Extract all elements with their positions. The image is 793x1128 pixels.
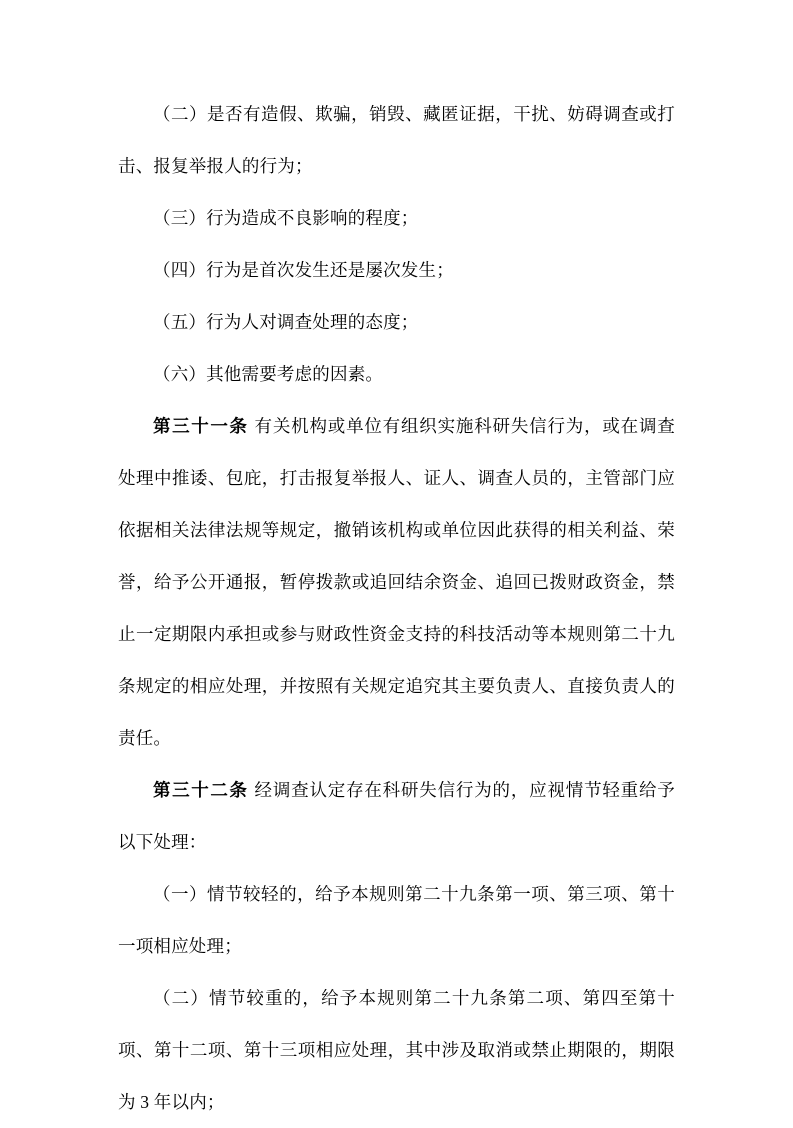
paragraph-item-3 [118,192,675,244]
paragraph-text: （五）行为人对调查处理的态度； [153,312,419,332]
article-label: 第三十二条 [153,780,255,800]
paragraph-text: （四）行为是首次发生还是屡次发生； [153,260,454,280]
paragraph-item-32-1 [118,868,675,972]
paragraph-text: （三）行为造成不良影响的程度； [153,208,419,228]
paragraph-article-32 [118,764,675,868]
paragraph-text: 经调查认定存在科研失信行为的，应视情节轻重给予以下处理： [118,780,675,852]
paragraph-text: （二）是否有造假、欺骗，销毁、藏匿证据，干扰、妨碍调查或打击、报复举报人的行为； [118,104,675,176]
paragraph-text: （一）情节较轻的，给予本规则第二十九条第一项、第三项、第十一项相应处理； [118,884,675,956]
paragraph-item-32-2 [118,972,675,1128]
paragraph-text: （二）情节较重的，给予本规则第二十九条第二项、第四至第十项、第十二项、第十三项相应处理，其中涉及取消或禁止期限的，期限为 3 年以内； [118,988,675,1112]
paragraph-text: （六）其他需要考虑的因素。 [153,364,384,384]
document-body [118,88,675,1128]
paragraph-text: 有关机构或单位有组织实施科研失信行为，或在调查处理中推诿、包庇，打击报复举报人、证人、调查人员的，主管部门应依据相关法律法规等规定，撤销该机构或单位因此获得的相关利益、荣誉，给予公开通报，暂停拨款或追回结余资金、追回已拨财政资金，禁止一定期限内承担或参与财政性资金支持的科技活动等本规则第二十九条规定的相应处理，并按照有关规定追究其主要负责人、直接负责人的责任。 [118,416,675,748]
paragraph-item-5 [118,296,675,348]
article-label: 第三十一条 [153,416,255,436]
paragraph-item-2 [118,88,675,192]
paragraph-article-31 [118,400,675,764]
paragraph-item-6 [118,348,675,400]
paragraph-item-4 [118,244,675,296]
